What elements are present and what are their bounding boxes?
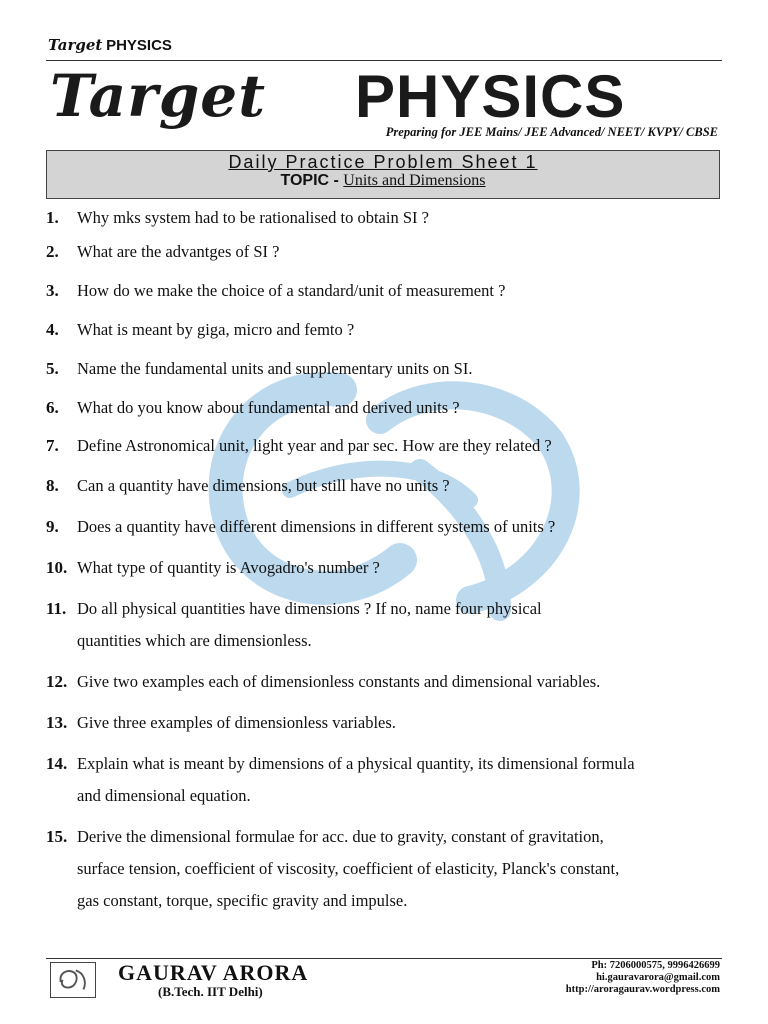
- question-number: 15.: [46, 827, 68, 846]
- question-number: 9.: [46, 517, 59, 536]
- question-item: [46, 511, 736, 543]
- question-text: Give two examples each of dimensionless constants and dimensional variables.: [77, 672, 601, 691]
- author-credential: (B.Tech. IIT Delhi): [158, 984, 263, 999]
- small-brand-bold: PHYSICS: [106, 37, 172, 54]
- question-text: Define Astronomical unit, light year and par sec. How are they related ?: [77, 436, 552, 455]
- tagline: Preparing for JEE Mains/ JEE Advanced/ NEET/ KVPY/ CBSE: [385, 125, 718, 139]
- title-box: [46, 150, 720, 199]
- question-number: 10.: [46, 558, 68, 577]
- header-small-brand: [48, 36, 172, 55]
- question-number: 8.: [46, 476, 59, 495]
- question-text: How do we make the choice of a standard/unit of measurement ?: [77, 281, 506, 300]
- question-item: [46, 552, 736, 584]
- question-text: Can a quantity have dimensions, but still have no units ?: [77, 476, 450, 495]
- question-text: Do all physical quantities have dimensions ? If no, name four physical: [77, 599, 542, 618]
- small-brand-script: Target: [48, 36, 103, 54]
- logo-bold-text: PHYSICS: [355, 63, 626, 130]
- sheet-title: Daily Practice Problem Sheet 1: [228, 152, 538, 172]
- question-text: surface tension, coefficient of viscosity, coefficient of elasticity, Planck's constant,: [77, 859, 620, 878]
- question-number: 14.: [46, 754, 68, 773]
- logo-script-text: Target: [50, 62, 266, 130]
- question-item: [46, 202, 736, 234]
- question-number: 3.: [46, 281, 59, 300]
- contact-website: http://aroragaurav.wordpress.com: [565, 984, 720, 995]
- question-text: What are the advantges of SI ?: [77, 242, 280, 261]
- question-item: [46, 392, 736, 424]
- contact-block: [566, 960, 720, 996]
- question-text: Name the fundamental units and supplementary units on SI.: [77, 359, 473, 378]
- question-item: [46, 707, 736, 739]
- question-number: 2.: [46, 242, 59, 261]
- question-item: [46, 353, 736, 385]
- question-item: [46, 666, 736, 698]
- question-text: What is meant by giga, micro and femto ?: [77, 320, 355, 339]
- contact-phone: Ph: 7206000575, 9996426699: [591, 960, 720, 971]
- footer-logo-icon: [50, 962, 96, 998]
- question-number: 6.: [46, 398, 59, 417]
- question-item: [46, 430, 736, 462]
- footer-rule: [46, 958, 722, 959]
- question-item: [46, 748, 736, 812]
- question-text: What do you know about fundamental and derived units ?: [77, 398, 460, 417]
- question-text: Explain what is meant by dimensions of a physical quantity, its dimensional formula: [77, 754, 635, 773]
- question-number: 4.: [46, 320, 59, 339]
- question-item: [46, 314, 736, 346]
- question-text: gas constant, torque, specific gravity and impulse.: [77, 891, 408, 910]
- question-text: What type of quantity is Avogadro's number ?: [77, 558, 380, 577]
- question-text: quantities which are dimensionless.: [77, 631, 312, 650]
- question-number: 7.: [46, 436, 59, 455]
- topic-line: [47, 172, 719, 190]
- header-rule: [46, 60, 722, 61]
- topic-name: Units and Dimensions: [343, 172, 486, 189]
- author-name: GAURAV ARORA: [118, 960, 309, 985]
- question-text: Derive the dimensional formulae for acc. due to gravity, constant of gravitation,: [77, 827, 604, 846]
- question-text: and dimensional equation.: [77, 786, 251, 805]
- question-number: 5.: [46, 359, 59, 378]
- question-number: 13.: [46, 713, 68, 732]
- question-text: Does a quantity have different dimensions in different systems of units ?: [77, 517, 556, 536]
- question-text: Give three examples of dimensionless variables.: [77, 713, 396, 732]
- question-item: [46, 821, 736, 917]
- question-text: Why mks system had to be rationalised to obtain SI ?: [77, 208, 429, 227]
- question-number: 12.: [46, 672, 68, 691]
- question-number: 11.: [46, 599, 67, 618]
- topic-label: TOPIC -: [280, 172, 344, 189]
- question-item: [46, 593, 736, 657]
- contact-email: hi.gauravarora@gmail.com: [596, 972, 720, 983]
- question-number: 1.: [46, 208, 59, 227]
- question-item: [46, 236, 736, 268]
- question-item: [46, 275, 736, 307]
- question-item: [46, 470, 736, 502]
